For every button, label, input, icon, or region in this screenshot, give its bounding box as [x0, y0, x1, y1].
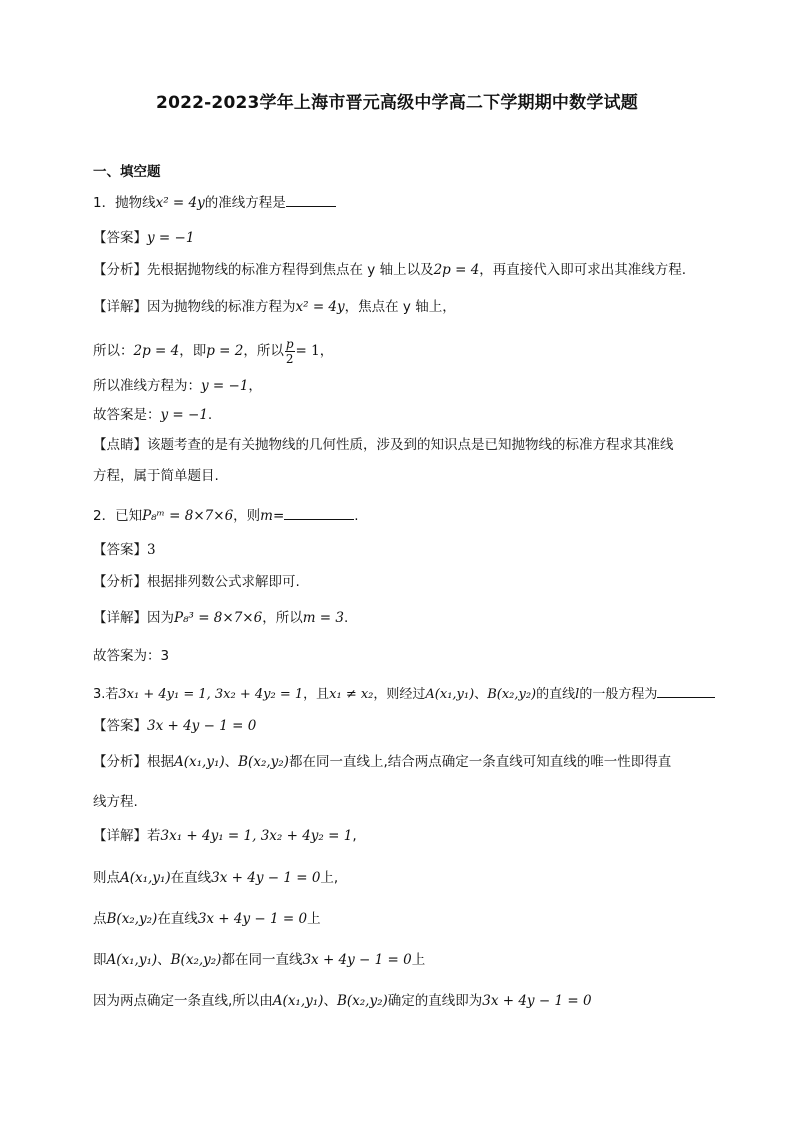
q2-final: 故答案为：3	[93, 648, 170, 664]
q1-comment: 【点睛】该题考查的是有关抛物线的几何性质，涉及到的知识点是已知抛物线的标准方程求其准线	[93, 437, 674, 453]
q3-stem: 3.若3x₁ + 4y₁ = 1, 3x₂ + 4y₂ = 1，且x₁ ≠ x₂，则经过A(x₁,y₁)、B(x₂,y₂)的直线l的一般方程为	[93, 683, 715, 705]
q2-detail: 【详解】因为P₈³ = 8×7×6，所以m = 3.	[93, 610, 349, 626]
q1-comment-cont: 方程，属于简单题目.	[93, 468, 219, 484]
q3-detail-step1: 则点A(x₁,y₁)在直线3x + 4y − 1 = 0上,	[93, 870, 339, 886]
q2-answer: 【答案】3	[93, 542, 156, 558]
q3-answer: 【答案】3x + 4y − 1 = 0	[93, 718, 257, 734]
answer-blank	[284, 505, 354, 520]
q1-stem: 1．抛物线x² = 4y的准线方程是	[93, 192, 336, 213]
q3-detail-step4: 因为两点确定一条直线,所以由A(x₁,y₁)、B(x₂,y₂)确定的直线即为3x + 4y − 1 = 0	[93, 993, 592, 1009]
q3-analysis-cont: 线方程.	[93, 794, 138, 810]
q1-detail-step: 所以：2p = 4，即p = 2，所以 $\frac{p}{2}$ = 1，	[93, 336, 334, 366]
section-heading: 一、填空题	[93, 164, 161, 180]
answer-blank	[657, 683, 715, 698]
q3-detail: 【详解】若3x₁ + 4y₁ = 1, 3x₂ + 4y₂ = 1,	[93, 828, 357, 844]
page-title: 2022-2023学年上海市晋元高级中学高二下学期期中数学试题	[156, 93, 638, 113]
q1-detail: 【详解】因为抛物线的标准方程为x² = 4y，焦点在 y 轴上，	[93, 299, 456, 315]
answer-blank	[286, 192, 336, 207]
q3-analysis: 【分析】根据A(x₁,y₁)、B(x₂,y₂)都在同一直线上,结合两点确定一条直线可知直线的唯一性即得直	[93, 754, 672, 770]
q3-detail-step2: 点B(x₂,y₂)在直线3x + 4y − 1 = 0上	[93, 911, 321, 927]
q1-directrix: 所以准线方程为：y = −1，	[93, 378, 262, 394]
q2-analysis: 【分析】根据排列数公式求解即可.	[93, 574, 300, 590]
q1-answer: 【答案】y = −1	[93, 230, 195, 246]
q1-analysis: 【分析】先根据抛物线的标准方程得到焦点在 y 轴上以及2p = 4，再直接代入即可求出其准线方程.	[93, 262, 687, 278]
q1-final: 故答案是：y = −1.	[93, 407, 213, 423]
fraction: $\frac{p}{2}$	[285, 336, 294, 366]
q2-stem: 2．已知P₈ᵐ = 8×7×6，则m= .	[93, 505, 359, 526]
q3-detail-step3: 即A(x₁,y₁)、B(x₂,y₂)都在同一直线3x + 4y − 1 = 0上	[93, 952, 426, 968]
